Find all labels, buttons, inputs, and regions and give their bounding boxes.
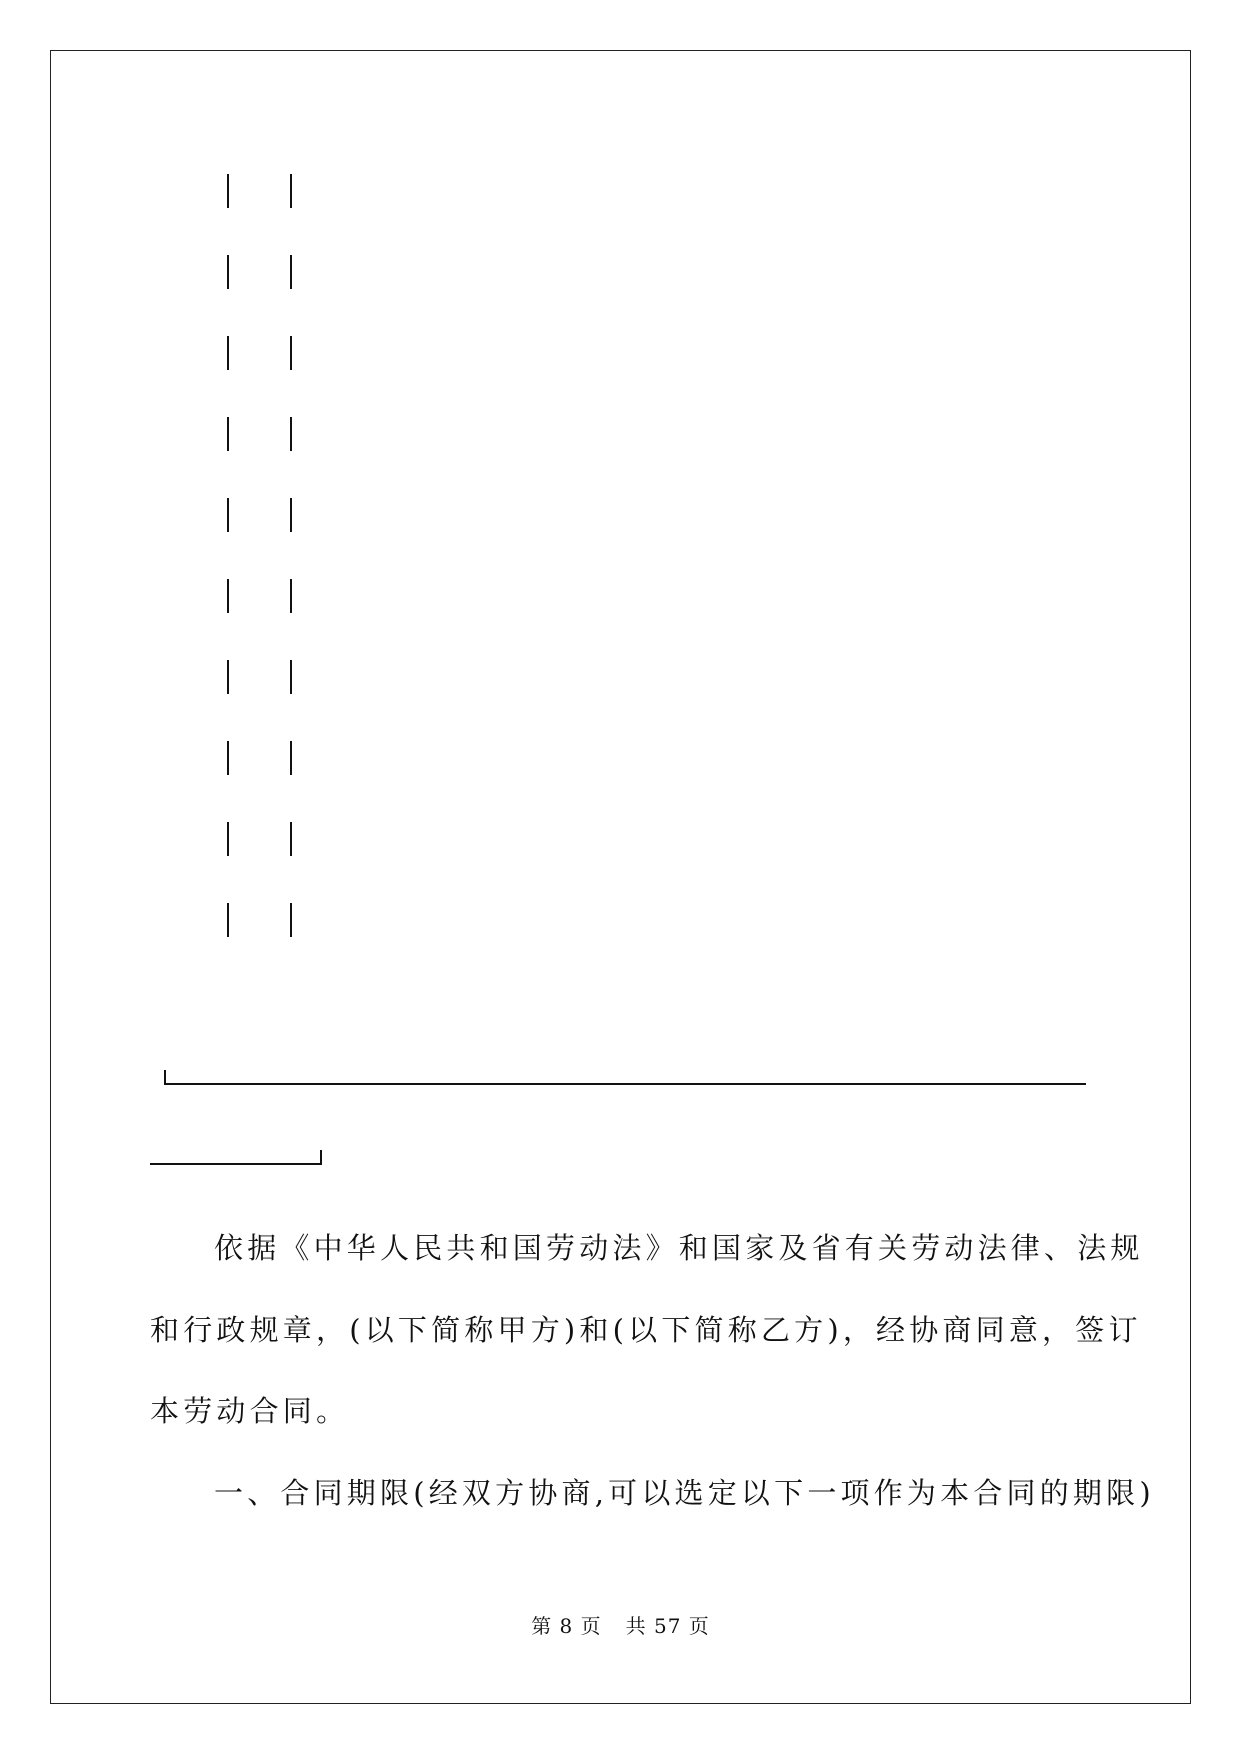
table-row	[220, 741, 300, 775]
table-row	[220, 174, 300, 208]
table-row	[220, 660, 300, 694]
table-row	[220, 822, 300, 856]
table-row	[220, 336, 300, 370]
table-row	[220, 255, 300, 289]
table-row	[220, 498, 300, 532]
paragraph-parties: 和行政规章，(以下简称甲方)和(以下简称乙方)，经协商同意，签订	[150, 1313, 1142, 1347]
table-row	[220, 903, 300, 937]
page-number: 第 8 页	[531, 1614, 602, 1638]
paragraph-legal-basis: 依据《中华人民共和国劳动法》和国家及省有关劳动法律、法规	[214, 1231, 1144, 1265]
page-footer	[0, 1610, 1241, 1639]
page-border	[50, 50, 1191, 1704]
table-row	[220, 417, 300, 451]
page-total: 共 57 页	[625, 1614, 710, 1638]
section-heading-contract-term: 一、合同期限(经双方协商,可以选定以下一项作为本合同的期限)	[214, 1476, 1155, 1510]
paragraph-contract: 本劳动合同。	[150, 1394, 350, 1428]
table-row	[220, 579, 300, 613]
